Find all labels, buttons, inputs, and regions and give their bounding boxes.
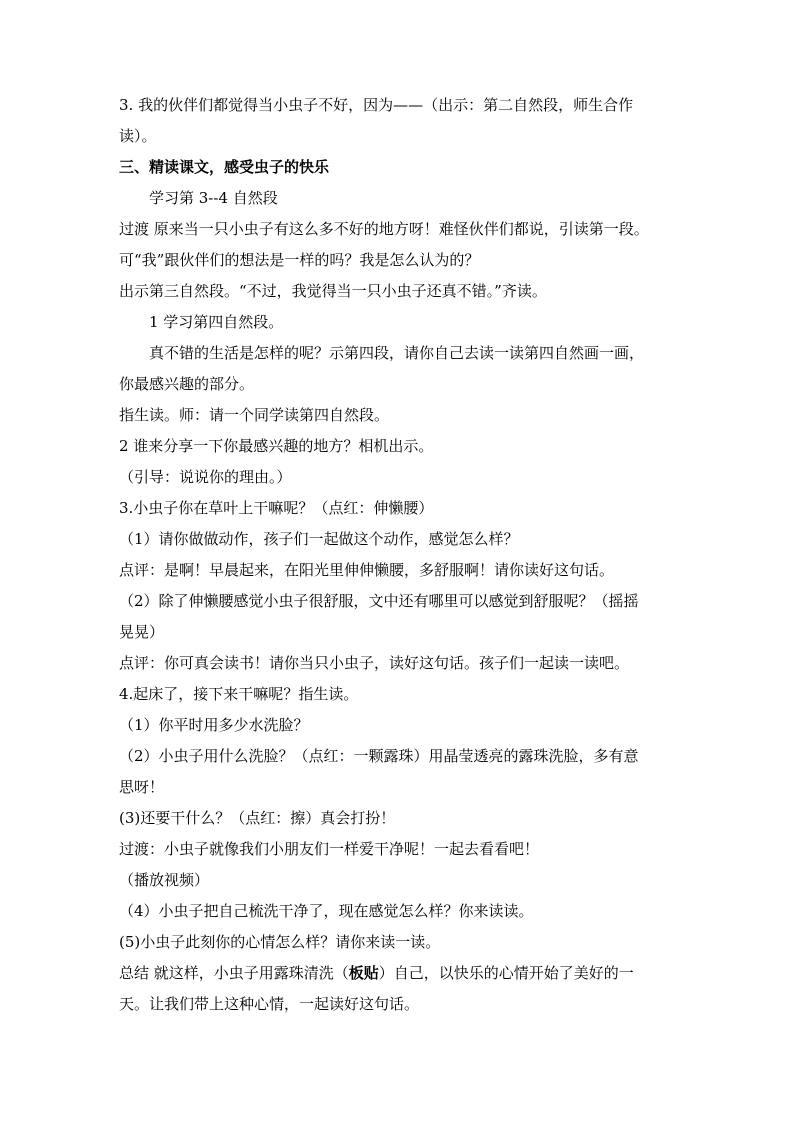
text-line: 过渡：小虫子就像我们小朋友们一样爱干净呢！一起去看看吧！ bbox=[119, 840, 540, 858]
text-line: 天。让我们带上这种心情，一起读好这句话。 bbox=[119, 995, 420, 1013]
text-line: (5)小虫子此刻你的心情怎么样？请你来读一读。 bbox=[119, 933, 441, 951]
text-line: （1）请你做做动作，孩子们一起做这个动作，感觉怎么样？ bbox=[119, 530, 519, 548]
text-line: 思呀！ bbox=[119, 778, 165, 796]
text-line: 4.起床了，接下来干嘛呢？指生读。 bbox=[119, 685, 359, 703]
text-line: 2 谁来分享一下你最感兴趣的地方？相机出示。 bbox=[119, 437, 434, 455]
text-line: 真不错的生活是怎样的呢？示第四段，请你自己去读一读第四自然画一画， bbox=[149, 344, 645, 362]
text-line: 指生读。师：请一个同学读第四自然段。 bbox=[119, 406, 390, 424]
text-line: 读）。 bbox=[119, 127, 157, 145]
text-line: 点评：你可真会读书！请你当只小虫子，读好这句话。孩子们一起读一读吧。 bbox=[119, 654, 630, 672]
text-line: （2）小虫子用什么洗脸？（点红：一颗露珠）用晶莹透亮的露珠洗脸，多有意 bbox=[119, 747, 639, 765]
text-line: （播放视频） bbox=[119, 871, 210, 889]
step-title: 1 学习第四自然段。 bbox=[149, 313, 284, 331]
text-line: 3. 我的伙伴们都觉得当小虫子不好，因为——（出示：第二自然段，师生合作 bbox=[119, 96, 634, 114]
text-line: （引导：说说你的理由。） bbox=[119, 468, 292, 486]
text-line: 晃晃） bbox=[119, 623, 165, 641]
text-line: 过渡 原来当一只小虫子有这么多不好的地方呀！难怪伙伴们都说，引读第一段。 bbox=[119, 220, 649, 238]
text-line: （1）你平时用多少水洗脸？ bbox=[119, 716, 309, 734]
summary-text-start: 总结 就这样，小虫子用露珠清洗（ bbox=[119, 964, 349, 982]
text-line: (3)还要干什么？（点红：擦）真会打扮！ bbox=[119, 809, 396, 827]
text-line: （4）小虫子把自己梳洗干净了，现在感觉怎么样？你来读读。 bbox=[119, 902, 534, 920]
text-line: 你最感兴趣的部分。 bbox=[119, 375, 255, 393]
section-heading: 三、精读课文，感受虫子的快乐 bbox=[119, 158, 330, 176]
board-label: 板贴 bbox=[348, 964, 379, 982]
text-line: 出示第三自然段。“不过，我觉得当一只小虫子还真不错。”齐读。 bbox=[119, 282, 547, 300]
text-line: 可“我”跟伙伴们的想法是一样的吗？我是怎么认为的？ bbox=[119, 251, 480, 269]
text-line: （2）除了伸懒腰感觉小虫子很舒服，文中还有哪里可以感觉到舒服呢？（摇摇 bbox=[119, 592, 639, 610]
lesson-plan-text bbox=[119, 90, 679, 1020]
summary-text-end: ）自己，以快乐的心情开始了美好的一 bbox=[378, 964, 634, 982]
subsection-title: 学习第 3--4 自然段 bbox=[149, 189, 278, 207]
text-line: 3.小虫子你在草叶上干嘛呢？（点红：伸懒腰） bbox=[119, 499, 434, 517]
text-line: 点评：是啊！早晨起来，在阳光里伸伸懒腰，多舒服啊！请你读好这句话。 bbox=[119, 561, 615, 579]
summary-line bbox=[119, 958, 679, 989]
